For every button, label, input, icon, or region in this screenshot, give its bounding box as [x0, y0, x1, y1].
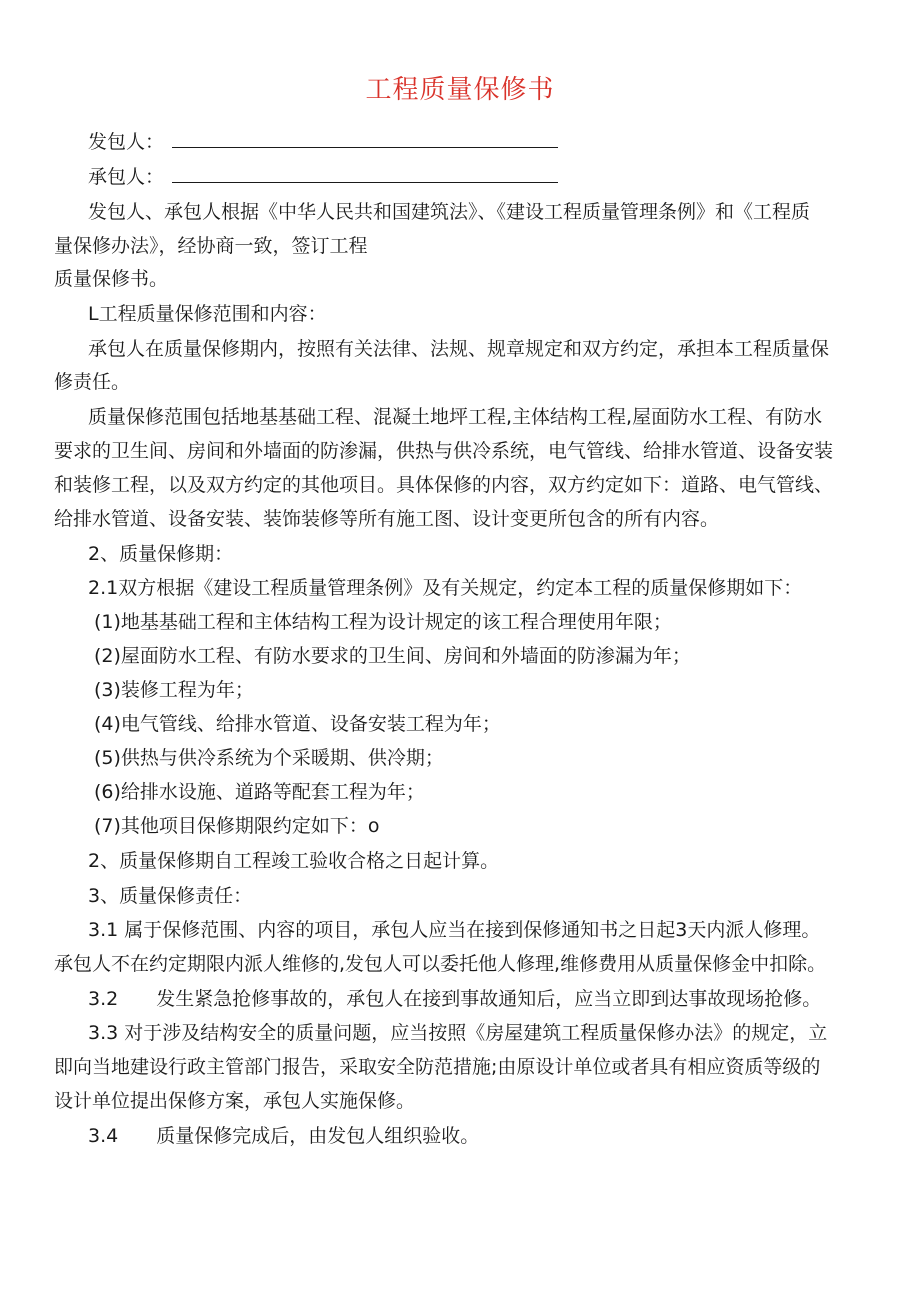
party-b-label: 承包人： — [88, 166, 165, 188]
party-a-blank — [172, 131, 558, 148]
paragraph-line: 质量保修范围包括地基基础工程、混凝土地坪工程,主体结构工程,屋面防水工程、有防水 — [88, 406, 823, 428]
paragraph-line: 承包人在质量保修期内，按照有关法律、法规、规章规定和双方约定，承担本工程质量保 — [88, 338, 830, 360]
section-heading: 3、质量保修责任： — [88, 885, 253, 907]
list-item: (3)装修工程为年； — [94, 679, 254, 701]
list-item: (5)供热与供冷系统为个采暖期、供冷期； — [94, 747, 444, 769]
paragraph-line: 即向当地建设行政主管部门报告，采取安全防范措施;由原设计单位或者具有相应资质等级的 — [54, 1056, 821, 1078]
paragraph-line: 3.1 属于保修范围、内容的项目，承包人应当在接到保修通知书之日起3天内派人修理。 — [88, 919, 821, 941]
party-b-row — [54, 165, 908, 189]
paragraph-line: 修责任。 — [54, 371, 131, 393]
document-title: 工程质量保修书 — [365, 75, 555, 105]
paragraph-line: 和装修工程，以及双方约定的其他项目。具体保修的内容，双方约定如下：道路、电气管线、 — [54, 474, 834, 496]
section-heading: L工程质量保修范围和内容： — [88, 303, 327, 325]
list-item: (6)给排水设施、道路等配套工程为年； — [94, 781, 425, 803]
paragraph-line: 设计单位提出保修方案，承包人实施保修。 — [54, 1090, 416, 1112]
party-a-label: 发包人： — [88, 131, 165, 153]
paragraph-line: 质量保修书。 — [54, 268, 169, 290]
party-a-row — [54, 130, 908, 154]
list-item: (4)电气管线、给排水管道、设备安装工程为年； — [94, 713, 501, 735]
list-item: (1)地基基础工程和主体结构工程为设计规定的该工程合理使用年限； — [94, 611, 672, 633]
paragraph-line: 3.2 发生紧急抢修事故的，承包人在接到事故通知后，应当立即到达事故现场抢修。 — [88, 988, 822, 1010]
paragraph-line: 给排水管道、设备安装、装饰装修等所有施工图、设计变更所包含的所有内容。 — [54, 508, 720, 530]
section-heading: 2、质量保修期： — [88, 543, 234, 565]
paragraph-line: 要求的卫生间、房间和外墙面的防渗漏，供热与供冷系统，电气管线、给排水管道、设备安装 — [54, 440, 834, 462]
list-item: (7)其他项目保修期限约定如下：o — [94, 815, 380, 837]
paragraph-line: 2.1双方根据《建设工程质量管理条例》及有关规定，约定本工程的质量保修期如下： — [88, 577, 803, 599]
paragraph-line: 3.4 质量保修完成后，由发包人组织验收。 — [88, 1125, 480, 1147]
paragraph-line: 量保修办法》，经协商一致，签订工程 — [54, 235, 368, 257]
paragraph-line: 承包人不在约定期限内派人维修的,发包人可以委托他人修理,维修费用从质量保修金中扣除。 — [54, 953, 827, 975]
party-b-blank — [172, 166, 558, 183]
list-item: (2)屋面防水工程、有防水要求的卫生间、房间和外墙面的防渗漏为年； — [94, 645, 691, 667]
paragraph-line: 2、质量保修期自工程竣工验收合格之日起计算。 — [88, 850, 500, 872]
paragraph-line: 3.3 对于涉及结构安全的质量问题，应当按照《房屋建筑工程质量保修办法》的规定，立 — [88, 1022, 828, 1044]
paragraph-line: 发包人、承包人根据《中华人民共和国建筑法》、《建设工程质量管理条例》和《工程质 — [88, 201, 811, 223]
